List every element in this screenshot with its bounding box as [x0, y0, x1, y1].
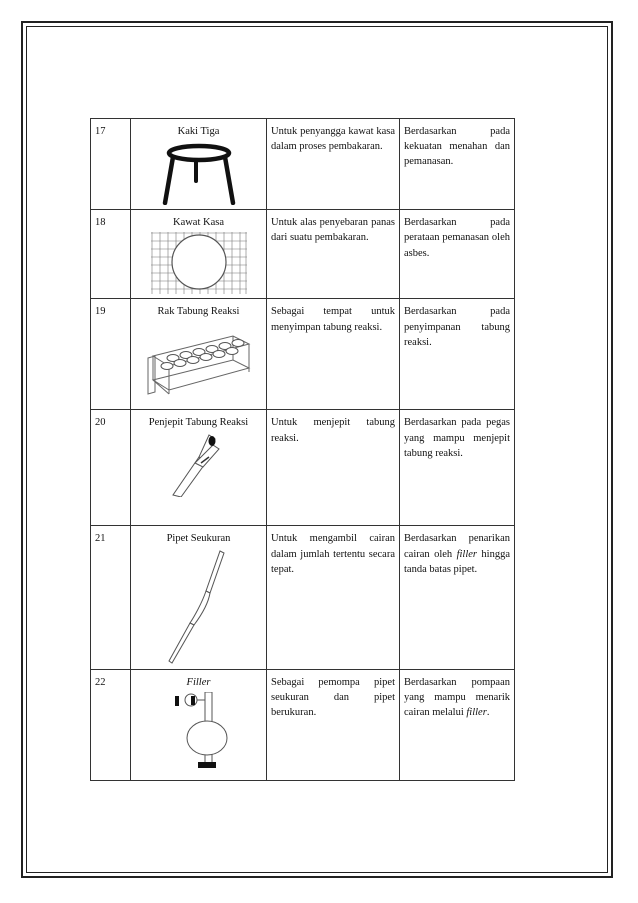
function-cell: Sebagai pemompa pipet seukuran dan pipet berukuran.: [267, 669, 400, 780]
tripod-stand-icon: [157, 141, 241, 205]
equipment-name: Kaki Tiga: [177, 126, 220, 137]
principle-cell: Berdasarkan pada pegas yang mampu menjepit tabung reaksi.: [400, 410, 515, 526]
function-cell: Untuk mengambil cairan dalam jumlah tertentu secara tepat.: [267, 526, 400, 669]
lab-equipment-table: [90, 118, 515, 781]
equipment-name: Penjepit Tabung Reaksi: [148, 417, 249, 429]
principle-emphasis: filler: [456, 548, 477, 560]
table-row: [91, 526, 515, 669]
function-cell: Sebagai tempat untuk menyimpan tabung reaksi.: [267, 299, 400, 410]
pipette-filler-bulb-icon: [169, 692, 229, 770]
wire-gauze-icon: [151, 232, 247, 294]
test-tube-rack-icon: [145, 322, 253, 398]
table-row: [91, 410, 515, 526]
equipment-name: Rak Tabung Reaksi: [157, 306, 240, 318]
test-tube-clamp-icon: [169, 433, 229, 497]
principle-cell: Berdasarkan pada perataan pemanasan oleh asbes.: [400, 210, 515, 299]
volumetric-pipette-icon: [164, 549, 234, 665]
equipment-cell: [131, 669, 267, 780]
principle-cell: Berdasarkan pada kekuatan menahan dan pemanasan.: [400, 119, 515, 210]
row-number: 17: [91, 119, 131, 210]
equipment-cell: [131, 526, 267, 669]
principle-text: .: [486, 707, 490, 719]
equipment-cell: [131, 119, 267, 210]
row-number: 21: [91, 526, 131, 669]
table-row: [91, 299, 515, 410]
equipment-name: Kawat Kasa: [172, 217, 225, 229]
principle-cell: [400, 669, 515, 780]
row-number: 20: [91, 410, 131, 526]
principle-cell: Berdasarkan pada penyimpanan tabung reaksi.: [400, 299, 515, 410]
function-cell: Untuk alas penyebaran panas dari suatu pembakaran.: [267, 210, 400, 299]
row-number: 18: [91, 210, 131, 299]
equipment-cell: [131, 410, 267, 526]
table-row: [91, 669, 515, 780]
principle-text: hingga tanda batas pipet.: [404, 548, 510, 575]
principle-text: Berdasarkan penarikan cairan oleh: [404, 533, 510, 560]
function-cell: Untuk penyangga kawat kasa dalam proses pembakaran.: [267, 119, 400, 210]
row-number: 19: [91, 299, 131, 410]
equipment-cell: [131, 210, 267, 299]
principle-cell: [400, 526, 515, 669]
table-row: [91, 119, 515, 210]
equipment-name: Pipet Seukuran: [166, 533, 231, 545]
principle-emphasis: filler: [466, 707, 487, 719]
function-cell: Untuk menjepit tabung reaksi.: [267, 410, 400, 526]
equipment-name: Filler: [186, 676, 211, 688]
row-number: 22: [91, 669, 131, 780]
principle-text: Berdasarkan pompaan yang mampu menarik cairan melalui: [404, 676, 510, 719]
table-row: [91, 210, 515, 299]
equipment-cell: [131, 299, 267, 410]
